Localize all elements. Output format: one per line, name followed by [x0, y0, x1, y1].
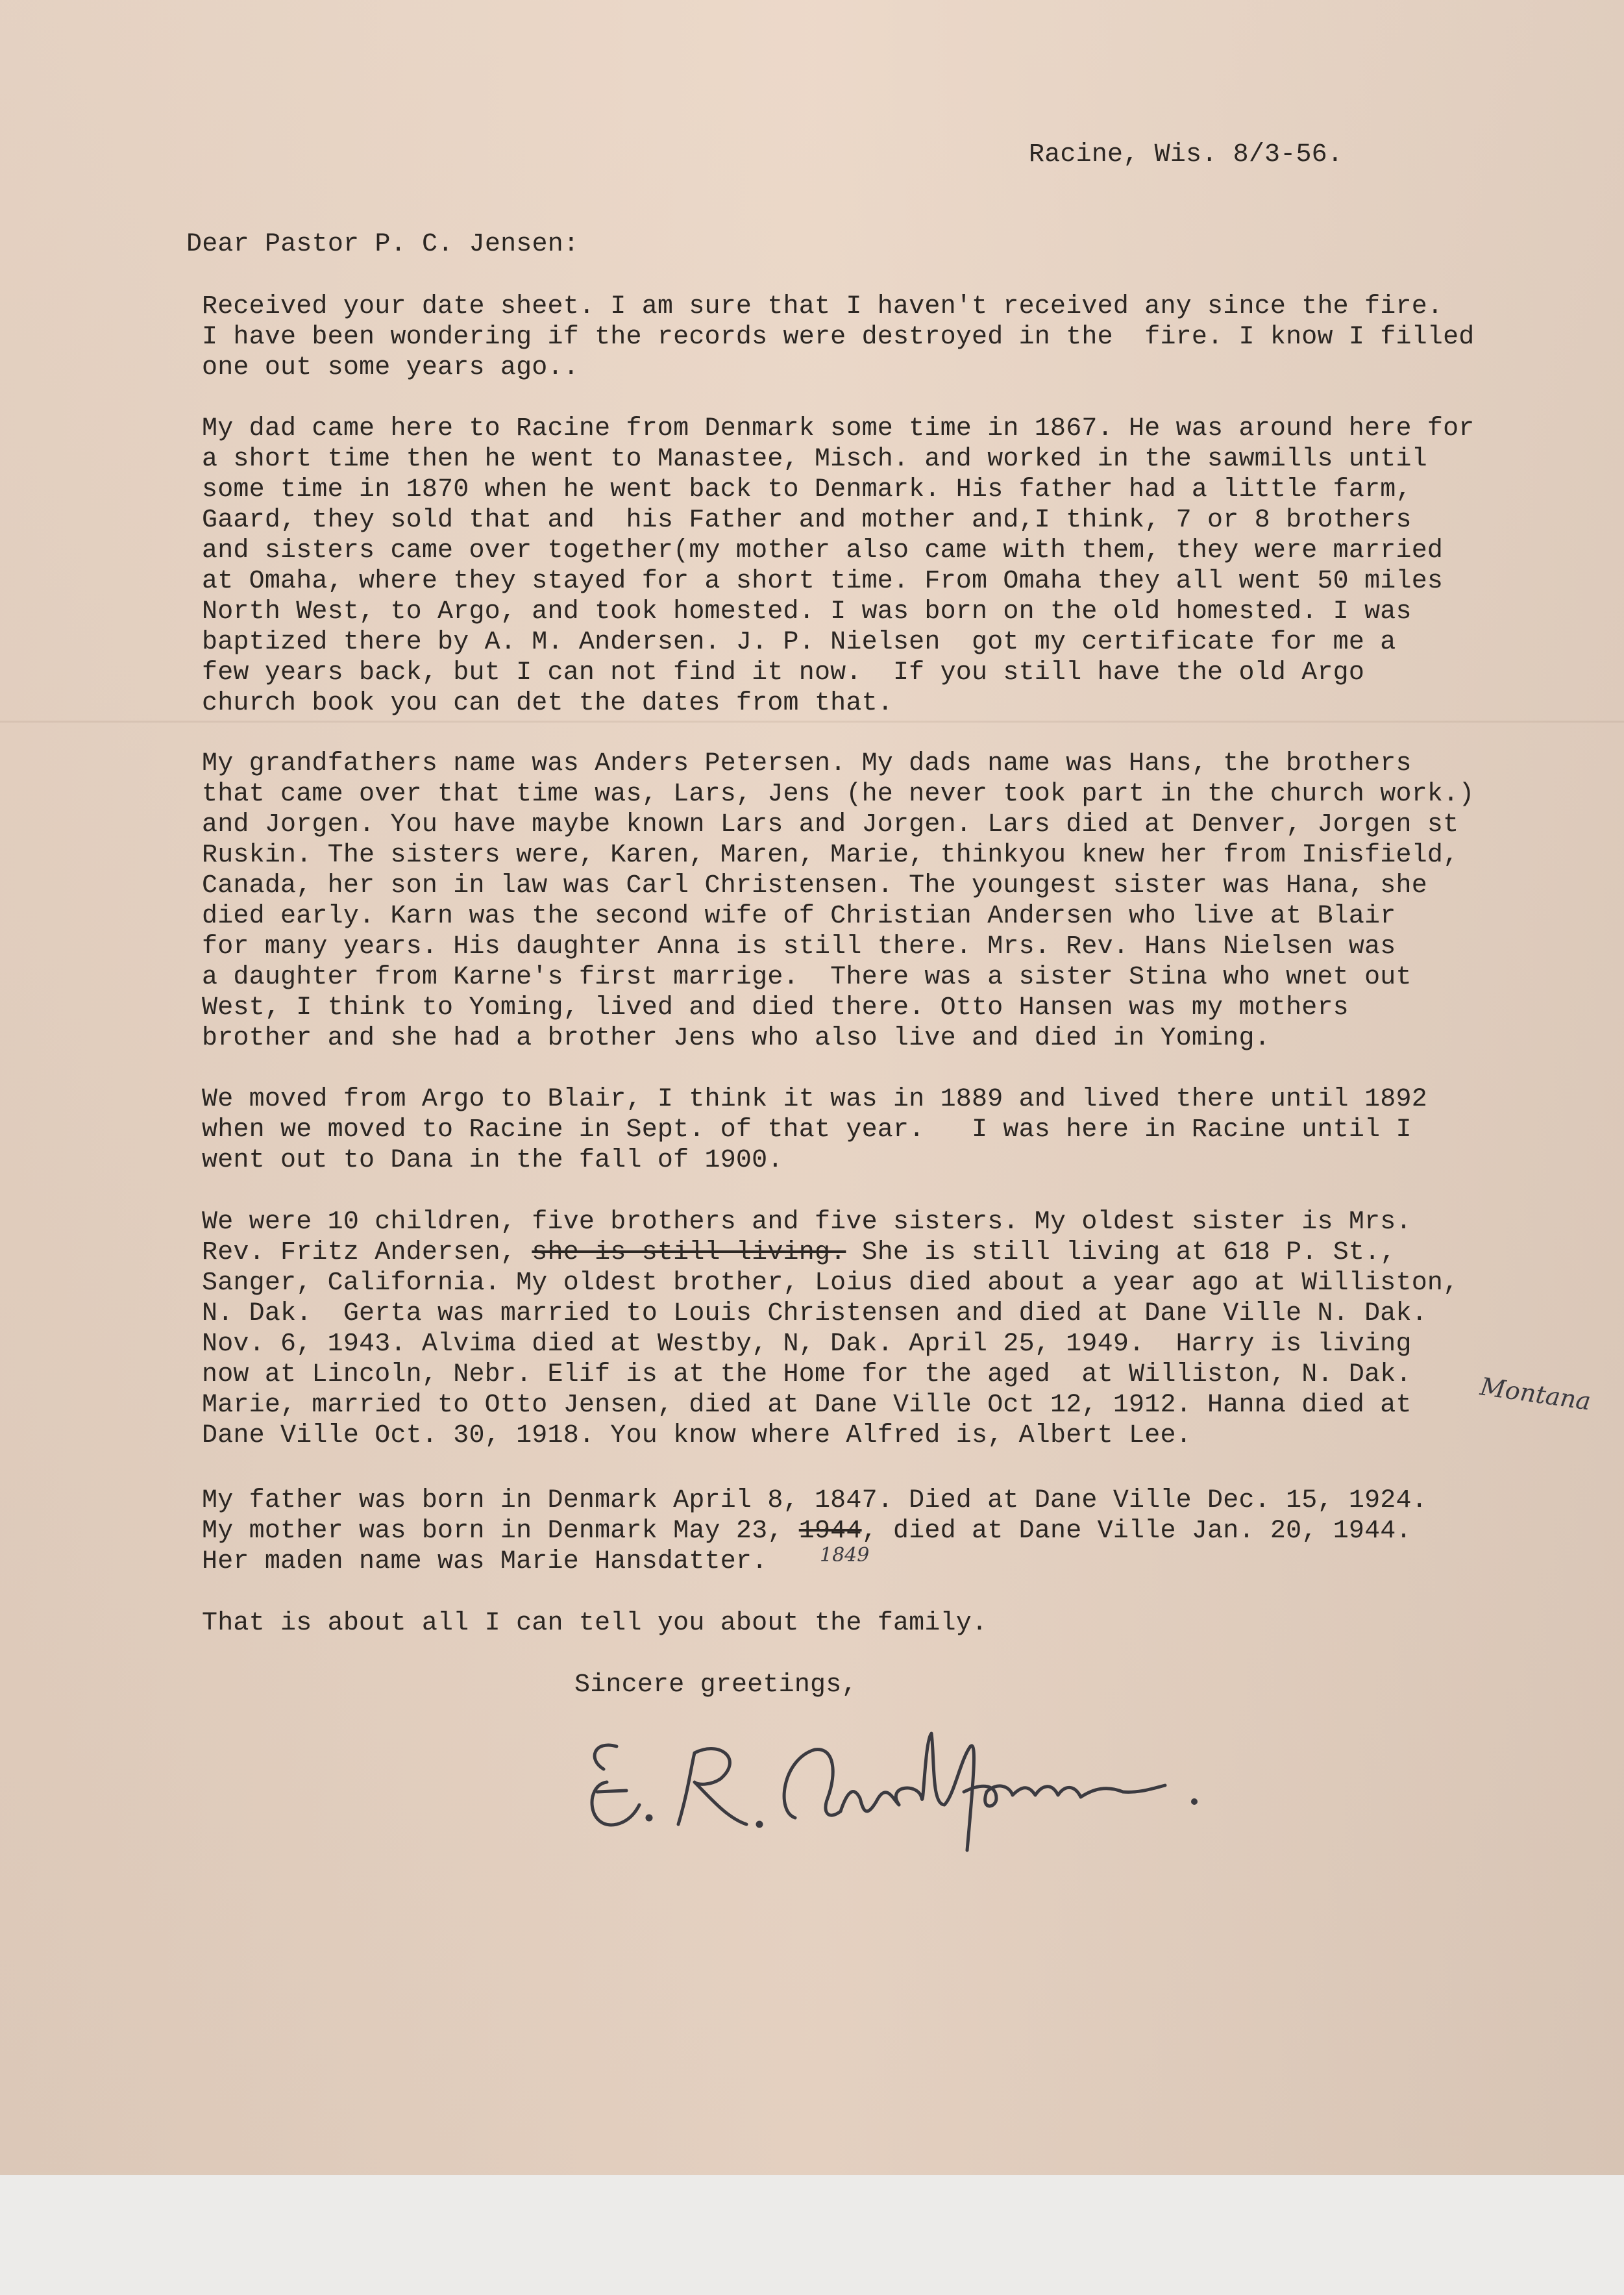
parents-line-3: Her maden name was Marie Hansdatter. — [202, 1547, 768, 1576]
paragraph-parents — [202, 1485, 1427, 1577]
parents-line-1: My father was born in Denmark April 8, 1847. Died at Dane Ville Dec. 15, 1924. — [202, 1486, 1427, 1515]
closing-greeting: Sincere greetings, — [574, 1670, 857, 1700]
paragraph-dad-history: My dad came here to Racine from Denmark some time in 1867. He was around here for a short time then he went to Manastee, Misch. and worked in the sawmills until some time in 1870 when he went back to Denmark. His father had a little farm, Gaard, they sold that and his Father and mother and,I think, 7 or 8 brothers and sisters came over together(my mother also came with them, they were married at Omaha, where they stayed for a short time. From Omaha they all went 50 miles North West, to Argo, and took homested. I was born on the old homested. I was baptized there by A. M. Andersen. J. P. Nielsen got my certificate for me a few years back, but I can not find it now. If you still have the old Argo church book you can det the dates from that. — [202, 414, 1475, 718]
paragraph-moves: We moved from Argo to Blair, I think it was in 1889 and lived there until 1892 when we moved to Racine in Sept. of that year. I was here in Racine until I went out to Dana in the fall of 1900. — [202, 1085, 1427, 1175]
siblings-line-1: We were 10 children, five brothers and five sisters. My oldest sister is Mrs. — [202, 1208, 1412, 1237]
struck-year: 1944 — [798, 1517, 862, 1546]
paragraph-records: Received your date sheet. I am sure that I haven't received any since the fire. I have been wondering if the records were destroyed in the fire. I know I filled one out some years ago.. — [202, 292, 1475, 382]
paragraph-closing-remark: That is about all I can tell you about the family. — [202, 1609, 988, 1638]
siblings-line-2b: She is still living at 618 P. St., — [846, 1238, 1396, 1267]
signature — [581, 1720, 1288, 1863]
parents-line-2b: , died at Dane Ville Jan. 20, 1944. — [861, 1517, 1412, 1546]
paragraph-siblings — [202, 1207, 1458, 1451]
paragraph-grandfather-family: My grandfathers name was Anders Petersen. My dads name was Hans, the brothers that came over that time was, Lars, Jens (he never took part in the church work.) and Jorgen. You have maybe known Lars and Jorgen. Lars died at Denver, Jorgen st Ruskin. The sisters were, Karen, Maren, Marie, thinkyou knew her from Inisfield, Canada, her son in law was Carl Christensen. The youngest sister was Hana, she died early. Karn was the second wife of Christian Andersen who live at Blair for many years. His daughter Anna is still there. Mrs. Rev. Hans Nielsen was a daughter from Karne's first marrige. There was a sister Stina who wnet out West, I think to Yoming, lived and died there. Otto Hansen was my mothers brother and she had a brother Jens who also live and died in Yoming. — [202, 749, 1475, 1053]
parents-line-2a: My mother was born in Denmark May 23, — [202, 1517, 799, 1546]
siblings-line-2a: Rev. Fritz Andersen, — [202, 1238, 532, 1267]
scanner-margin — [0, 2175, 1624, 2295]
siblings-rest: Sanger, California. My oldest brother, Loius died about a year ago at Williston, N. Dak. Gerta was married to Louis Christensen and died at Dane Ville N. Dak. Nov. 6, 1943. Alvima died at Westby, N, Dak. April 25, 1949. Harry is living now at Lincoln, Nebr. Elif is at the Home for the aged at Williston, N. Dak. Marie, married to Otto Jensen, died at Dane Ville Oct 12, 1912. Hanna died at Dane Ville Oct. 30, 1918. You know where Alfred is, Albert Lee. — [202, 1269, 1459, 1450]
struck-text: she is still living. — [532, 1238, 846, 1267]
handwritten-year-correction: 1849 — [820, 1544, 870, 1567]
salutation: Dear Pastor P. C. Jensen: — [186, 230, 580, 259]
handwritten-montana-note: Montana — [1478, 1372, 1593, 1416]
date-line: Racine, Wis. 8/3-56. — [1029, 140, 1344, 169]
